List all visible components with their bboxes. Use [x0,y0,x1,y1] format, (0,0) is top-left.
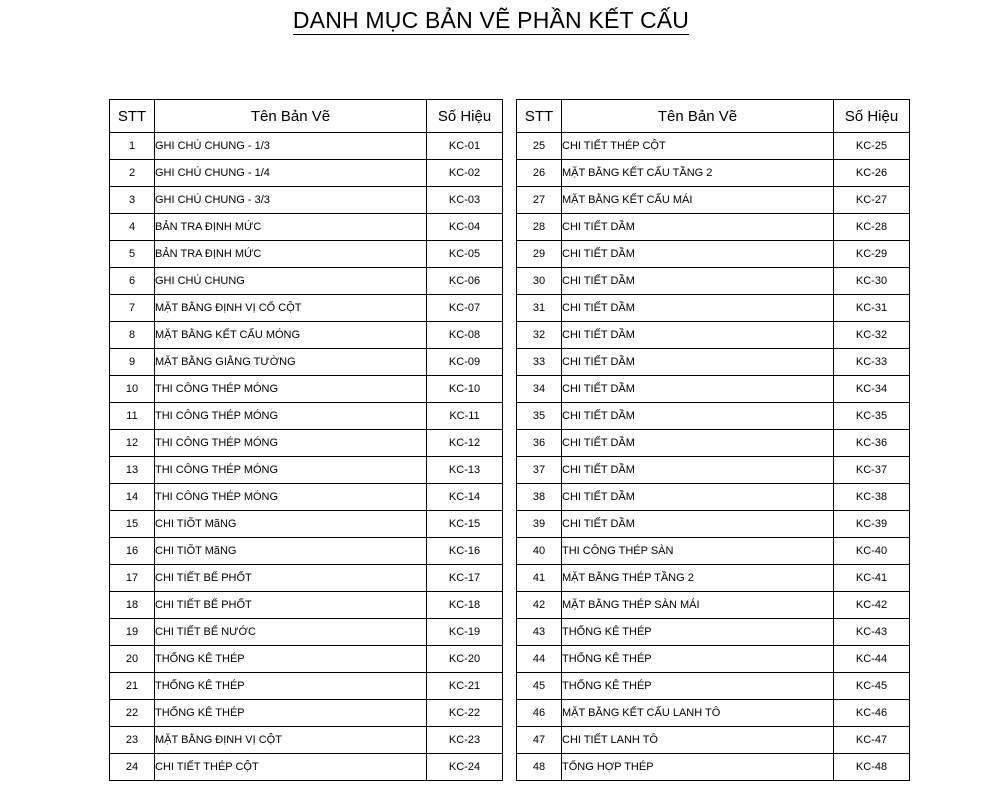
row-stt: 9 [110,349,155,376]
row-stt: 8 [110,322,155,349]
row-drawing-code: KC-36 [834,430,910,457]
table-row [110,295,503,322]
table-row [517,754,910,781]
row-drawing-code: KC-04 [427,214,503,241]
row-drawing-name: THỐNG KÊ THÉP [562,673,834,700]
row-drawing-name: CHI TIẾT DẦM [562,349,834,376]
row-drawing-code: KC-13 [427,457,503,484]
row-drawing-code: KC-21 [427,673,503,700]
row-drawing-code: KC-11 [427,403,503,430]
row-drawing-name: MẶT BẰNG KẾT CẤU MÁI [562,187,834,214]
row-drawing-code: KC-32 [834,322,910,349]
row-drawing-name: THI CÔNG THÉP MÓNG [155,430,427,457]
table-row [517,592,910,619]
row-drawing-code: KC-18 [427,592,503,619]
row-stt: 27 [517,187,562,214]
row-drawing-name: CHI TIẾT DẦM [562,403,834,430]
table-row [110,646,503,673]
table-row [517,646,910,673]
row-drawing-code: KC-16 [427,538,503,565]
row-drawing-name: GHI CHÚ CHUNG - 1/4 [155,160,427,187]
row-drawing-name: MẶT BẰNG GIẰNG TƯỜNG [155,349,427,376]
table-row [110,241,503,268]
row-stt: 35 [517,403,562,430]
row-drawing-name: GHI CHÚ CHUNG - 3/3 [155,187,427,214]
row-drawing-name: THI CÔNG THÉP SÀN [562,538,834,565]
row-drawing-name: CHI TIẾT DẦM [562,376,834,403]
row-stt: 44 [517,646,562,673]
row-drawing-name: MẶT BẰNG KẾT CẤU MÓNG [155,322,427,349]
row-stt: 11 [110,403,155,430]
row-drawing-name: CHI TIẾT DẦM [562,268,834,295]
table-row [110,403,503,430]
table-header-row [110,100,503,133]
row-drawing-name: CHI TIẾT DẦM [562,295,834,322]
row-stt: 1 [110,133,155,160]
table-row [517,133,910,160]
table-row [517,322,910,349]
row-drawing-name: MẶT BẰNG THÉP SÀN MÁI [562,592,834,619]
row-stt: 37 [517,457,562,484]
header-drawing-code: Số Hiệu [834,100,910,133]
row-stt: 16 [110,538,155,565]
row-stt: 12 [110,430,155,457]
row-drawing-code: KC-38 [834,484,910,511]
table-row [110,457,503,484]
row-drawing-code: KC-25 [834,133,910,160]
row-drawing-name: CHI TIẾT BỂ PHỐT [155,592,427,619]
row-drawing-code: KC-47 [834,727,910,754]
row-drawing-name: THỐNG KÊ THÉP [562,619,834,646]
row-stt: 20 [110,646,155,673]
row-stt: 38 [517,484,562,511]
row-drawing-code: KC-30 [834,268,910,295]
row-drawing-name: MẶT BẰNG ĐỊNH VỊ CỘT [155,727,427,754]
row-drawing-name: BẢN TRA ĐỊNH MỨC [155,241,427,268]
table-row [110,349,503,376]
row-stt: 14 [110,484,155,511]
table-row [517,457,910,484]
row-drawing-code: KC-41 [834,565,910,592]
row-stt: 15 [110,511,155,538]
table-row [517,403,910,430]
table-row [110,214,503,241]
table-row [110,133,503,160]
row-drawing-name: CHI TIẾT DẦM [562,457,834,484]
row-drawing-name: MẶT BẰNG KẾT CẤU LANH TÔ [562,700,834,727]
table-row [110,511,503,538]
row-drawing-code: KC-08 [427,322,503,349]
row-stt: 36 [517,430,562,457]
row-drawing-name: THI CÔNG THÉP MÓNG [155,376,427,403]
drawing-list-table-left [109,99,503,781]
row-drawing-code: KC-01 [427,133,503,160]
row-stt: 10 [110,376,155,403]
row-drawing-name: MẶT BẰNG ĐỊNH VỊ CỔ CỘT [155,295,427,322]
row-stt: 30 [517,268,562,295]
table-row [517,484,910,511]
row-drawing-code: KC-43 [834,619,910,646]
table-row [110,565,503,592]
row-drawing-code: KC-14 [427,484,503,511]
table-row [110,727,503,754]
table-row [517,565,910,592]
row-drawing-name: MẶT BẰNG THÉP TẦNG 2 [562,565,834,592]
header-drawing-code: Số Hiệu [427,100,503,133]
row-drawing-code: KC-40 [834,538,910,565]
row-drawing-name: GHI CHÚ CHUNG [155,268,427,295]
row-stt: 17 [110,565,155,592]
row-drawing-code: KC-22 [427,700,503,727]
table-row [110,619,503,646]
table-row [110,160,503,187]
row-drawing-name: CHI TIẾT LANH TÔ [562,727,834,754]
row-stt: 4 [110,214,155,241]
row-drawing-code: KC-02 [427,160,503,187]
row-stt: 39 [517,511,562,538]
table-row [517,538,910,565]
row-stt: 29 [517,241,562,268]
row-drawing-name: CHI TIẾT DẦM [562,511,834,538]
row-drawing-name: THỐNG KÊ THÉP [562,646,834,673]
table-row [110,430,503,457]
table-row [517,673,910,700]
row-drawing-code: KC-19 [427,619,503,646]
table-row [110,376,503,403]
row-drawing-code: KC-48 [834,754,910,781]
row-stt: 40 [517,538,562,565]
row-stt: 34 [517,376,562,403]
row-stt: 5 [110,241,155,268]
table-row [110,322,503,349]
row-drawing-name: CHI TIẾT THÉP CỘT [155,754,427,781]
row-drawing-name: TỔNG HỢP THÉP [562,754,834,781]
row-stt: 6 [110,268,155,295]
row-drawing-name: THI CÔNG THÉP MÓNG [155,403,427,430]
row-drawing-code: KC-46 [834,700,910,727]
row-drawing-name: CHI TIẾT DẦM [562,484,834,511]
row-stt: 42 [517,592,562,619]
row-drawing-code: KC-12 [427,430,503,457]
row-stt: 33 [517,349,562,376]
row-drawing-code: KC-23 [427,727,503,754]
table-row [517,619,910,646]
row-drawing-code: KC-07 [427,295,503,322]
row-stt: 46 [517,700,562,727]
page-title-text: DANH MỤC BẢN VẼ PHẦN KẾT CẤU [292,7,690,33]
row-stt: 28 [517,214,562,241]
table-row [517,430,910,457]
row-drawing-code: KC-24 [427,754,503,781]
row-stt: 45 [517,673,562,700]
row-stt: 3 [110,187,155,214]
row-drawing-name: CHI TIẾT DẦM [562,241,834,268]
row-drawing-code: KC-15 [427,511,503,538]
row-stt: 41 [517,565,562,592]
row-stt: 43 [517,619,562,646]
table-row [517,187,910,214]
row-drawing-code: KC-31 [834,295,910,322]
table-row [110,484,503,511]
row-drawing-name: CHI TIẾT BỂ NƯỚC [155,619,427,646]
row-drawing-name: GHI CHÚ CHUNG - 1/3 [155,133,427,160]
header-drawing-name: Tên Bản Vẽ [155,100,427,133]
row-stt: 18 [110,592,155,619]
table-row [110,538,503,565]
header-stt: STT [110,100,155,133]
table-row [517,349,910,376]
row-drawing-code: KC-35 [834,403,910,430]
row-drawing-code: KC-26 [834,160,910,187]
row-drawing-name: BẢN TRA ĐỊNH MỨC [155,214,427,241]
row-stt: 32 [517,322,562,349]
row-stt: 24 [110,754,155,781]
row-drawing-code: KC-37 [834,457,910,484]
row-stt: 25 [517,133,562,160]
row-stt: 7 [110,295,155,322]
table-row [110,673,503,700]
row-drawing-code: KC-10 [427,376,503,403]
row-drawing-code: KC-44 [834,646,910,673]
table-header-row [517,100,910,133]
row-drawing-code: KC-20 [427,646,503,673]
table-row [517,241,910,268]
row-stt: 22 [110,700,155,727]
row-drawing-name: CHI TIẾT DẦM [562,430,834,457]
row-drawing-code: KC-33 [834,349,910,376]
row-drawing-name: CHI TIẾT BỂ PHỐT [155,565,427,592]
row-drawing-code: KC-06 [427,268,503,295]
table-row [517,295,910,322]
table-row [110,187,503,214]
row-stt: 19 [110,619,155,646]
row-drawing-code: KC-09 [427,349,503,376]
row-drawing-code: KC-45 [834,673,910,700]
header-stt: STT [517,100,562,133]
row-drawing-code: KC-34 [834,376,910,403]
row-drawing-code: KC-27 [834,187,910,214]
row-stt: 26 [517,160,562,187]
row-stt: 31 [517,295,562,322]
table-row [517,160,910,187]
row-stt: 48 [517,754,562,781]
table-row [517,727,910,754]
header-drawing-name: Tên Bản Vẽ [562,100,834,133]
row-stt: 21 [110,673,155,700]
row-drawing-name: THỐNG KÊ THÉP [155,673,427,700]
row-drawing-code: KC-39 [834,511,910,538]
row-drawing-code: KC-05 [427,241,503,268]
row-drawing-name: CHI TIẾT THÉP CỘT [562,133,834,160]
table-row [517,268,910,295]
row-drawing-name: THỐNG KÊ THÉP [155,646,427,673]
row-drawing-name: CHI TIẾT DẦM [562,214,834,241]
row-stt: 13 [110,457,155,484]
row-drawing-code: KC-28 [834,214,910,241]
table-body-left [110,133,503,781]
table-row [517,214,910,241]
row-drawing-name: CHI TIẾT DẦM [562,322,834,349]
table-row [110,268,503,295]
row-stt: 23 [110,727,155,754]
row-drawing-code: KC-42 [834,592,910,619]
table-row [517,511,910,538]
table-body-right [517,133,910,781]
row-stt: 2 [110,160,155,187]
table-row [110,592,503,619]
row-drawing-name: THI CÔNG THÉP MÓNG [155,484,427,511]
page-title [0,6,982,35]
table-row [517,700,910,727]
row-drawing-code: KC-03 [427,187,503,214]
table-row [110,754,503,781]
row-drawing-name: CHI TIÕT MãNG [155,538,427,565]
row-drawing-name: MẶT BẰNG KẾT CẤU TẦNG 2 [562,160,834,187]
row-drawing-name: THỐNG KÊ THÉP [155,700,427,727]
row-drawing-name: THI CÔNG THÉP MÓNG [155,457,427,484]
table-row [110,700,503,727]
row-drawing-code: KC-17 [427,565,503,592]
row-drawing-name: CHI TIÕT MãNG [155,511,427,538]
row-stt: 47 [517,727,562,754]
row-drawing-code: KC-29 [834,241,910,268]
drawing-list-table-right [516,99,910,781]
table-row [517,376,910,403]
